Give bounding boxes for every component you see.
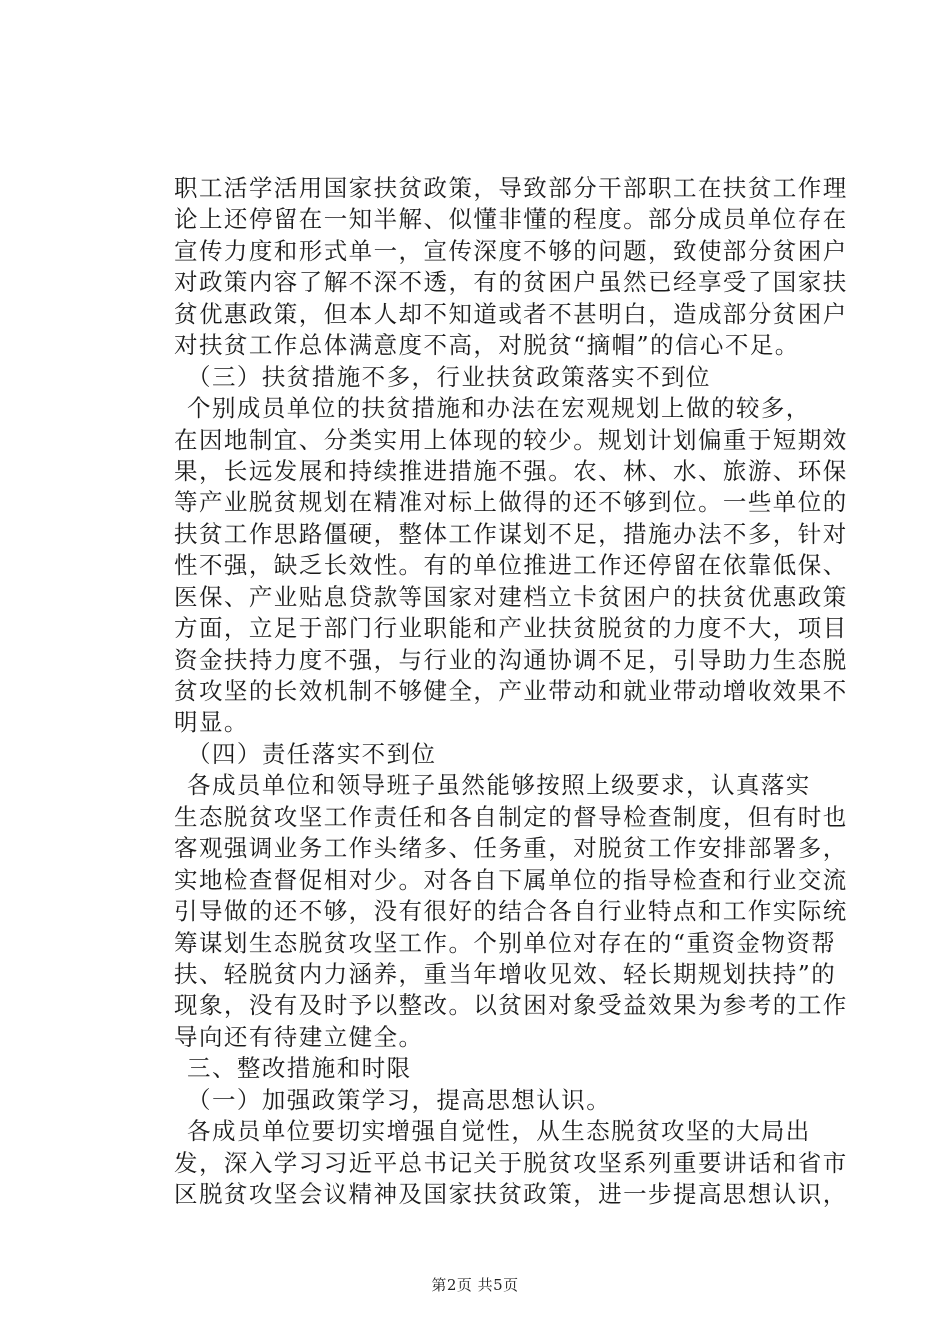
body-text [174,173,848,1210]
page-number: 第2页 共5页 [431,1276,519,1294]
section-heading: （一）加强政策学习，提高思想认识。 [187,1085,612,1114]
section-heading: （四）责任落实不到位 [187,739,437,768]
text-line: 在因地制宜、分类实用上体现的较少。规划计划偏重于短期效 [174,425,848,454]
text-line: 对扶贫工作总体满意度不高，对脱贫“摘帽”的信心不足。 [174,331,800,360]
text-line: 宣传力度和形式单一，宣传深度不够的问题，致使部分贫困户 [174,236,848,265]
text-line: 性不强，缺乏长效性。有的单位推进工作还停留在依靠低保、 [174,551,848,580]
text-line: 医保、产业贴息贷款等国家对建档立卡贫困户的扶贫优惠政策 [174,582,848,611]
text-line: 明显。 [174,708,249,737]
section-heading: 三、整改措施和时限 [187,1054,412,1083]
text-line: 引导做的还不够，没有很好的结合各自行业特点和工作实际统 [174,897,848,926]
text-line: 果，长远发展和持续推进措施不强。农、林、水、旅游、环保 [174,456,848,485]
text-line: 各成员单位和领导班子虽然能够按照上级要求，认真落实 [187,771,811,800]
text-line: 发，深入学习习近平总书记关于脱贫攻坚系列重要讲话和省市 [174,1148,848,1177]
text-line: 贫优惠政策，但本人却不知道或者不甚明白，造成部分贫困户 [174,299,848,328]
text-line: 生态脱贫攻坚工作责任和各自制定的督导检查制度，但有时也 [174,802,848,831]
text-line: 客观强调业务工作头绪多、任务重，对脱贫工作安排部署多， [174,834,848,863]
text-line: 各成员单位要切实增强自觉性，从生态脱贫攻坚的大局出 [187,1117,811,1146]
text-line: 等产业脱贫规划在精准对标上做得的还不够到位。一些单位的 [174,488,848,517]
text-line: 个别成员单位的扶贫措施和办法在宏观规划上做的较多， [187,394,811,423]
section-heading: （三）扶贫措施不多，行业扶贫政策落实不到位 [187,362,711,391]
text-line: 扶、轻脱贫内力涵养，重当年增收见效、轻长期规划扶持”的 [174,959,837,988]
text-line: 资金扶持力度不强，与行业的沟通协调不足，引导助力生态脱 [174,645,848,674]
text-line: 实地检查督促相对少。对各自下属单位的指导检查和行业交流 [174,865,848,894]
text-line: 职工活学活用国家扶贫政策，导致部分干部职工在扶贫工作理 [174,174,848,202]
text-line: 对政策内容了解不深不透，有的贫困户虽然已经享受了国家扶 [174,268,848,297]
text-line: 现象，没有及时予以整改。以贫困对象受益效果为参考的工作 [174,991,848,1020]
text-line: 方面，立足于部门行业职能和产业扶贫脱贫的力度不大，项目 [174,614,848,643]
text-line: 扶贫工作思路僵硬，整体工作谋划不足，措施办法不多，针对 [174,519,848,548]
text-line: 筹谋划生态脱贫攻坚工作。个别单位对存在的“重资金物资帮 [174,928,837,957]
text-line: 导向还有待建立健全。 [174,1022,424,1051]
page-footer [0,1274,950,1295]
text-line: 论上还停留在一知半解、似懂非懂的程度。部分成员单位存在 [174,205,848,234]
text-line: 区脱贫攻坚会议精神及国家扶贫政策，进一步提高思想认识， [174,1180,848,1208]
text-line: 贫攻坚的长效机制不够健全，产业带动和就业带动增收效果不 [174,677,848,705]
